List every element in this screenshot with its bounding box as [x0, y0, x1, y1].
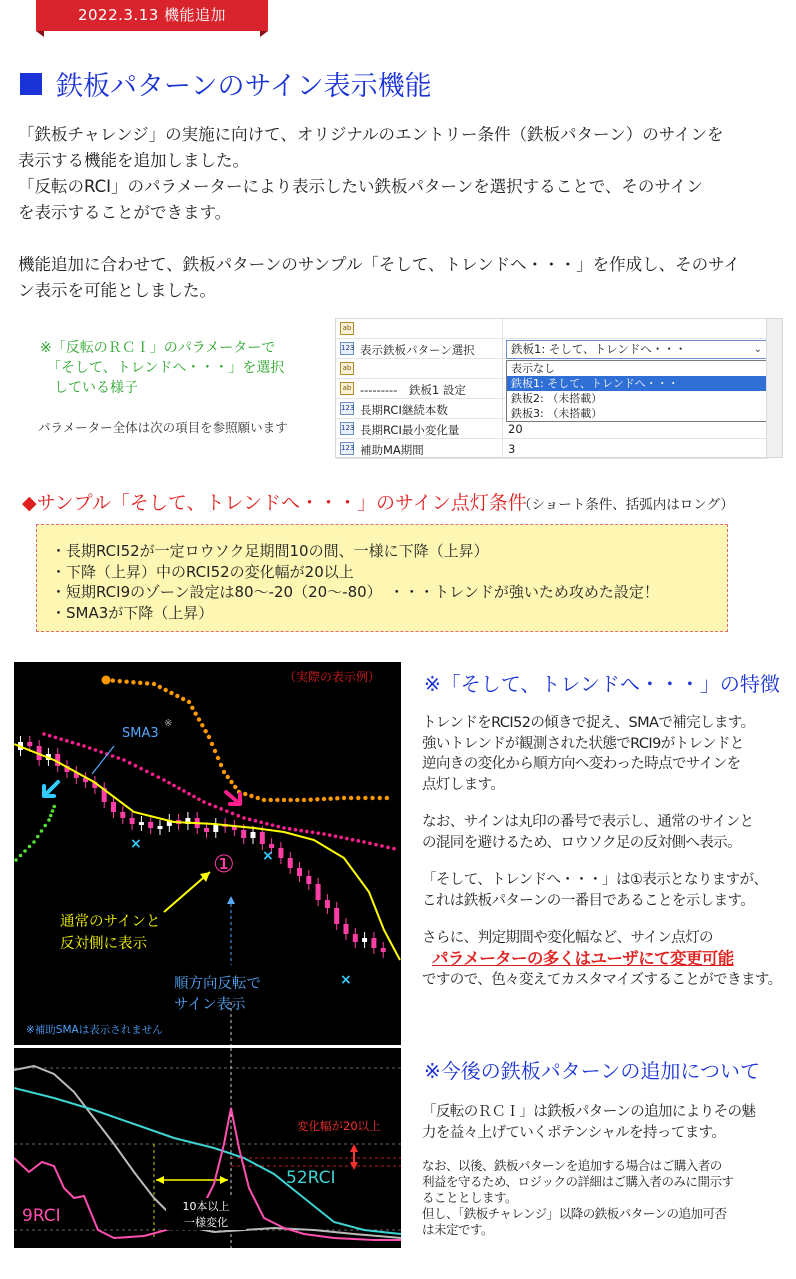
uniform-change-label-1: 10本以上 — [166, 1198, 246, 1214]
normal-sign-label-1: 通常のサインと — [60, 914, 161, 930]
param-label: 補助MA期間 — [360, 443, 424, 457]
number-type-icon: 123 — [340, 342, 354, 355]
param-label: 長期RCI継続本数 — [360, 403, 448, 417]
orange-line-dot — [207, 735, 211, 739]
orange-line-start-dot — [102, 676, 111, 685]
reversal-label-2: サイン表示 — [174, 997, 246, 1013]
reversal-label-1: 順方向反転で — [174, 976, 261, 992]
number-type-icon: 123 — [340, 402, 354, 415]
candle-body — [344, 924, 349, 934]
condition-item: ・下降（上昇）中のRCI52の変化幅が20以上 — [51, 562, 354, 581]
future-section — [422, 1102, 788, 1238]
magenta-line-dot — [288, 827, 292, 831]
candle-body — [260, 832, 265, 844]
orange-line-dot — [213, 749, 217, 753]
green-line-dot — [49, 814, 53, 818]
magenta-line-dot — [271, 823, 275, 827]
magenta-line-dot — [177, 786, 181, 790]
change-arrow-up — [350, 1144, 358, 1152]
magenta-line-dot — [248, 818, 252, 822]
candle-body — [306, 876, 311, 884]
future-paragraph-2: なお、以後、鉄板パターンを追加する場合はご購入者の 利益を守るため、ロジックの詳細はご購入者のみに開示す ることとします。 但し、「鉄板チャレンジ」以降の鉄板パターンの追加可否 は未定です。 — [422, 1158, 734, 1237]
magenta-line-dot — [299, 829, 303, 833]
magenta-line-dot — [122, 758, 126, 762]
orange-line-dot — [275, 798, 279, 802]
candle-body — [139, 822, 144, 825]
magenta-line-dot — [111, 754, 115, 758]
magenta-line-dot — [182, 789, 186, 793]
intro-paragraph-1: 「鉄板チャレンジ」の実施に向けて、オリジナルのエントリー条件（鉄板パターン）のサインを 表示する機能を追加しました。 「反転のRCI」のパラメーターにより表示したい鉄板パターンを選択することで、そのサイン を表示することができます。 — [18, 125, 724, 222]
uniform-change-label-2: 一様変化 — [166, 1214, 246, 1230]
chevron-down-icon[interactable]: ⌄ — [753, 344, 762, 355]
magenta-line-dot — [82, 744, 86, 748]
orange-line-dot — [243, 792, 247, 796]
intro-paragraph-2: 機能追加に合わせて、鉄板パターンのサンプル「そして、トレンドへ・・・」を作成し、そのサイ ン表示を可能としました。 — [18, 255, 740, 300]
orange-line-dot — [138, 681, 142, 685]
orange-line-dot — [378, 796, 382, 800]
magenta-line-dot — [276, 825, 280, 829]
magenta-line-dot — [145, 770, 149, 774]
orange-line-dot — [262, 798, 266, 802]
magenta-line-dot — [71, 741, 75, 745]
magenta-line-dot — [392, 847, 396, 851]
param-row[interactable] — [336, 419, 768, 439]
sma3-label: SMA3 — [122, 726, 159, 741]
candle-body — [204, 828, 209, 832]
condition-item: ・SMA3が下降（上昇） — [51, 603, 214, 622]
magenta-line-dot — [172, 784, 176, 788]
features-paragraph-1: トレンドをRCI52の傾きで捉え、SMAで補完します。 強いトレンドが観測された状態でRCI9がトレンドと 逆向きの変化から順方向へ変わった時点でサインを 点灯します。 — [422, 715, 755, 793]
text-type-icon: ab — [340, 382, 354, 395]
magenta-line-dot — [351, 838, 355, 842]
orange-line-dot — [288, 798, 292, 802]
magenta-line-dot — [65, 739, 69, 743]
orange-line-dot — [118, 679, 122, 683]
magenta-line-dot — [139, 767, 143, 771]
condition-box — [36, 524, 728, 632]
param-selection-note: ※「反転のＲＣＩ」のパラメーターで 「そして、トレンドへ・・・」を選択 している様子 — [40, 340, 285, 396]
cross-marker: × — [130, 836, 142, 852]
orange-line-dot — [219, 763, 223, 767]
orange-line-dot — [363, 796, 367, 800]
orange-line-dot — [190, 706, 194, 710]
magenta-line-dot — [225, 809, 229, 813]
candle-body — [251, 832, 256, 838]
orange-line-dot — [163, 688, 167, 692]
magenta-line-dot — [242, 816, 246, 820]
magenta-line-dot — [48, 734, 52, 738]
green-line-dot — [36, 835, 40, 839]
cross-marker: × — [262, 848, 274, 864]
orange-line-dot — [222, 770, 226, 774]
rci-chart-image — [14, 1048, 401, 1248]
green-line-dot — [43, 824, 47, 828]
future-paragraph-1: 「反転のＲＣＩ」は鉄板パターンの追加によりその魅 力を益々上げていくポテンシャルを持ってます。 — [422, 1104, 756, 1141]
orange-line-dot — [308, 797, 312, 801]
orange-line-dot — [169, 691, 173, 695]
condition-item: ・短期RCI9のゾーン設定は80～-20（20～-80） ・・・トレンドが強いため攻めた設定！ — [51, 583, 659, 601]
change-width-label: 変化幅が20以上 — [297, 1119, 381, 1133]
dropdown-option[interactable]: 表示なし — [511, 362, 555, 375]
magenta-line-dot — [76, 742, 80, 746]
magenta-line-dot — [311, 830, 315, 834]
magenta-line-dot — [116, 756, 120, 760]
magenta-line-dot — [134, 764, 138, 768]
orange-line-dot — [158, 685, 162, 689]
orange-line-dot — [328, 796, 332, 800]
candle-body — [297, 868, 302, 876]
magenta-line-dot — [54, 736, 58, 740]
orange-line-dot — [385, 796, 389, 800]
orange-line-dot — [302, 798, 306, 802]
magenta-line-dot — [345, 837, 349, 841]
price-chart-image — [14, 662, 401, 1045]
magenta-line-dot — [192, 795, 196, 799]
candle-body — [381, 948, 386, 952]
param-row — [336, 319, 768, 339]
candle-body — [148, 822, 153, 828]
magenta-line-dot — [208, 802, 212, 806]
orange-line-dot — [216, 756, 220, 760]
buy-arrow-icon — [44, 782, 58, 796]
badge-fold-right — [260, 31, 268, 37]
candle-body — [334, 908, 339, 924]
pattern-select[interactable] — [506, 340, 768, 359]
orange-line-dot — [322, 797, 326, 801]
text-type-icon: ab — [340, 322, 354, 335]
sign-circle-one: ① — [213, 850, 235, 878]
magenta-line-dot — [151, 772, 155, 776]
candle-body — [158, 826, 163, 829]
param-row[interactable] — [336, 439, 768, 459]
magenta-line-dot — [187, 792, 191, 796]
orange-line-dot — [370, 796, 374, 800]
sma3-note-mark: ※ — [164, 718, 173, 729]
magenta-line-dot — [316, 831, 320, 835]
magenta-line-dot — [386, 846, 390, 850]
orange-line-dot — [187, 700, 191, 704]
param-label: 長期RCI最小変化量 — [360, 423, 460, 437]
date-badge — [36, 0, 268, 36]
magenta-line-dot — [202, 800, 206, 804]
orange-line-dot — [145, 681, 149, 685]
param-reference-note: パラメーター全体は次の項目を参照願います — [38, 420, 288, 435]
uniform-span-arrow-right — [220, 1176, 228, 1184]
features-highlight: パラメーターの多くはユーザにて変更可能 — [432, 948, 734, 968]
orange-line-dot — [315, 797, 319, 801]
dropdown-option[interactable]: 鉄板2: （未搭載） — [511, 392, 603, 405]
magenta-line-dot — [254, 819, 258, 823]
magenta-line-dot — [162, 778, 166, 782]
orange-line-dot — [152, 682, 156, 686]
dropdown-option[interactable]: 鉄板3: （未搭載） — [511, 407, 603, 420]
magenta-line-dot — [231, 812, 235, 816]
chart-actual-label: （実際の表示例） — [284, 670, 381, 684]
orange-line-dot — [268, 798, 272, 802]
magenta-line-dot — [305, 830, 309, 834]
orange-line-dot — [210, 742, 214, 746]
aux-sma-note: ※補助SMAは表示されません — [26, 1024, 163, 1036]
pattern-dropdown-list — [506, 360, 768, 422]
features-paragraph-3: 「そして、トレンドへ・・・」は①表示となりますが、 これは鉄板パターンの一番目であることを示します。 — [422, 872, 768, 909]
candle-body — [316, 884, 321, 900]
magenta-line-dot — [294, 828, 298, 832]
features-section — [422, 713, 788, 991]
uniform-span-arrow-left — [156, 1176, 164, 1184]
magenta-line-dot — [197, 797, 201, 801]
magenta-line-dot — [374, 843, 378, 847]
rci52-label: 52RCI — [286, 1168, 336, 1188]
magenta-line-dot — [322, 832, 326, 836]
number-type-icon: 123 — [340, 442, 354, 455]
orange-line-dot — [249, 794, 253, 798]
param-value[interactable]: 3 — [508, 442, 516, 456]
magenta-line-dot — [339, 836, 343, 840]
column-divider — [502, 319, 503, 459]
candle-body — [371, 938, 376, 948]
orange-line-dot — [124, 680, 128, 684]
magenta-line-dot — [88, 746, 92, 750]
scrollbar[interactable] — [766, 319, 782, 457]
candle-body — [27, 742, 32, 746]
orange-line-dot — [226, 775, 230, 779]
green-line-dot — [52, 805, 56, 809]
badge-fold-left — [36, 31, 44, 37]
orange-line-dot — [356, 796, 360, 800]
intro-section — [18, 122, 788, 304]
green-line-dot — [28, 845, 32, 849]
orange-line-dot — [203, 729, 207, 733]
magenta-line-dot — [356, 839, 360, 843]
pattern-select-value: 鉄板1: そして、トレンドへ・・・ — [511, 342, 687, 356]
cross-marker: × — [340, 972, 352, 988]
magenta-line-dot — [42, 732, 46, 736]
candle-body — [241, 830, 246, 838]
features-p4-line-1: さらに、判定期間や変化幅など、サイン点灯の — [422, 930, 713, 946]
magenta-line-dot — [219, 807, 223, 811]
sample-subheading: （ショート条件、括弧内はロング） — [518, 497, 734, 513]
page-title-text: 鉄板パターンのサイン表示機能 — [56, 71, 432, 102]
orange-line-dot — [197, 717, 201, 721]
candle-body — [120, 812, 125, 818]
green-line-dot — [51, 809, 55, 813]
magenta-line-dot — [59, 737, 63, 741]
orange-line-dot — [181, 697, 185, 701]
green-line-dot — [47, 818, 51, 822]
rci9-label: 9RCI — [22, 1206, 61, 1226]
orange-line-dot — [342, 796, 346, 800]
green-line-dot — [14, 858, 18, 862]
dropdown-option-selected[interactable]: 鉄板1: そして、トレンドへ・・・ — [507, 376, 767, 391]
orange-line-dot — [233, 785, 237, 789]
orange-line-dot — [193, 711, 197, 715]
green-line-dot — [23, 849, 27, 853]
magenta-line-dot — [259, 820, 263, 824]
magenta-line-dot — [368, 842, 372, 846]
features-paragraph-2: なお、サインは丸印の番号で表示し、通常のサインと の混同を避けるため、ロウソク足の反対側へ表示。 — [422, 814, 754, 851]
param-label: 表示鉄板パターン選択 — [360, 343, 475, 357]
param-label: --------- 鉄板1 設定 — [360, 383, 466, 397]
orange-line-dot — [175, 694, 179, 698]
reversal-pointer-arrowhead — [227, 896, 235, 904]
number-type-icon: 123 — [340, 422, 354, 435]
green-line-dot — [32, 840, 36, 844]
magenta-line-dot — [380, 844, 384, 848]
orange-line-dot — [282, 798, 286, 802]
candle-body — [111, 802, 116, 812]
magenta-line-dot — [156, 775, 160, 779]
candle-body — [325, 900, 330, 908]
magenta-line-dot — [214, 805, 218, 809]
features-p4-line-3: ですので、色々変えてカスタマイズすることができます。 — [422, 972, 782, 988]
green-line-dot — [40, 829, 44, 833]
sample-heading: ◆サンプル「そして、トレンドへ・・・」のサイン点灯条件 — [22, 492, 527, 514]
page-title — [20, 64, 432, 103]
orange-line-dot — [256, 796, 260, 800]
magenta-line-dot — [99, 750, 103, 754]
orange-line-dot — [200, 723, 204, 727]
param-value[interactable]: 20 — [508, 422, 523, 436]
features-paragraph-4 — [422, 928, 788, 991]
magenta-line-dot — [328, 833, 332, 837]
candle-body — [362, 938, 367, 942]
candle-body — [130, 818, 135, 824]
orange-line-dot — [349, 796, 353, 800]
candle-body — [288, 858, 293, 868]
green-line-dot — [19, 854, 23, 858]
magenta-line-dot — [94, 748, 98, 752]
magenta-line-dot — [265, 822, 269, 826]
magenta-line-dot — [334, 834, 338, 838]
magenta-line-dot — [236, 814, 240, 818]
magenta-line-dot — [362, 840, 366, 844]
candle-body — [353, 934, 358, 942]
condition-item: ・長期RCI52が一定ロウソク足期間10の間、一様に下降（上昇） — [51, 542, 489, 560]
future-heading: ※今後の鉄板パターンの追加について — [424, 1059, 760, 1083]
normal-sign-label-2: 反対側に表示 — [60, 936, 147, 952]
orange-line-dot — [229, 780, 233, 784]
orange-line-dot — [295, 798, 299, 802]
magenta-line-dot — [128, 761, 132, 765]
orange-line-dot — [335, 796, 339, 800]
magenta-line-dot — [167, 781, 171, 785]
orange-line-dot — [131, 680, 135, 684]
candle-body — [278, 848, 283, 858]
features-heading: ※「そして、トレンドへ・・・」の特徴 — [424, 672, 780, 696]
text-type-icon: ab — [340, 362, 354, 375]
magenta-line-dot — [282, 826, 286, 830]
parameter-panel — [335, 318, 783, 458]
square-bullet-icon — [20, 73, 42, 95]
badge-text: 2022.3.13 機能追加 — [77, 6, 227, 24]
orange-line-dot — [111, 678, 115, 682]
